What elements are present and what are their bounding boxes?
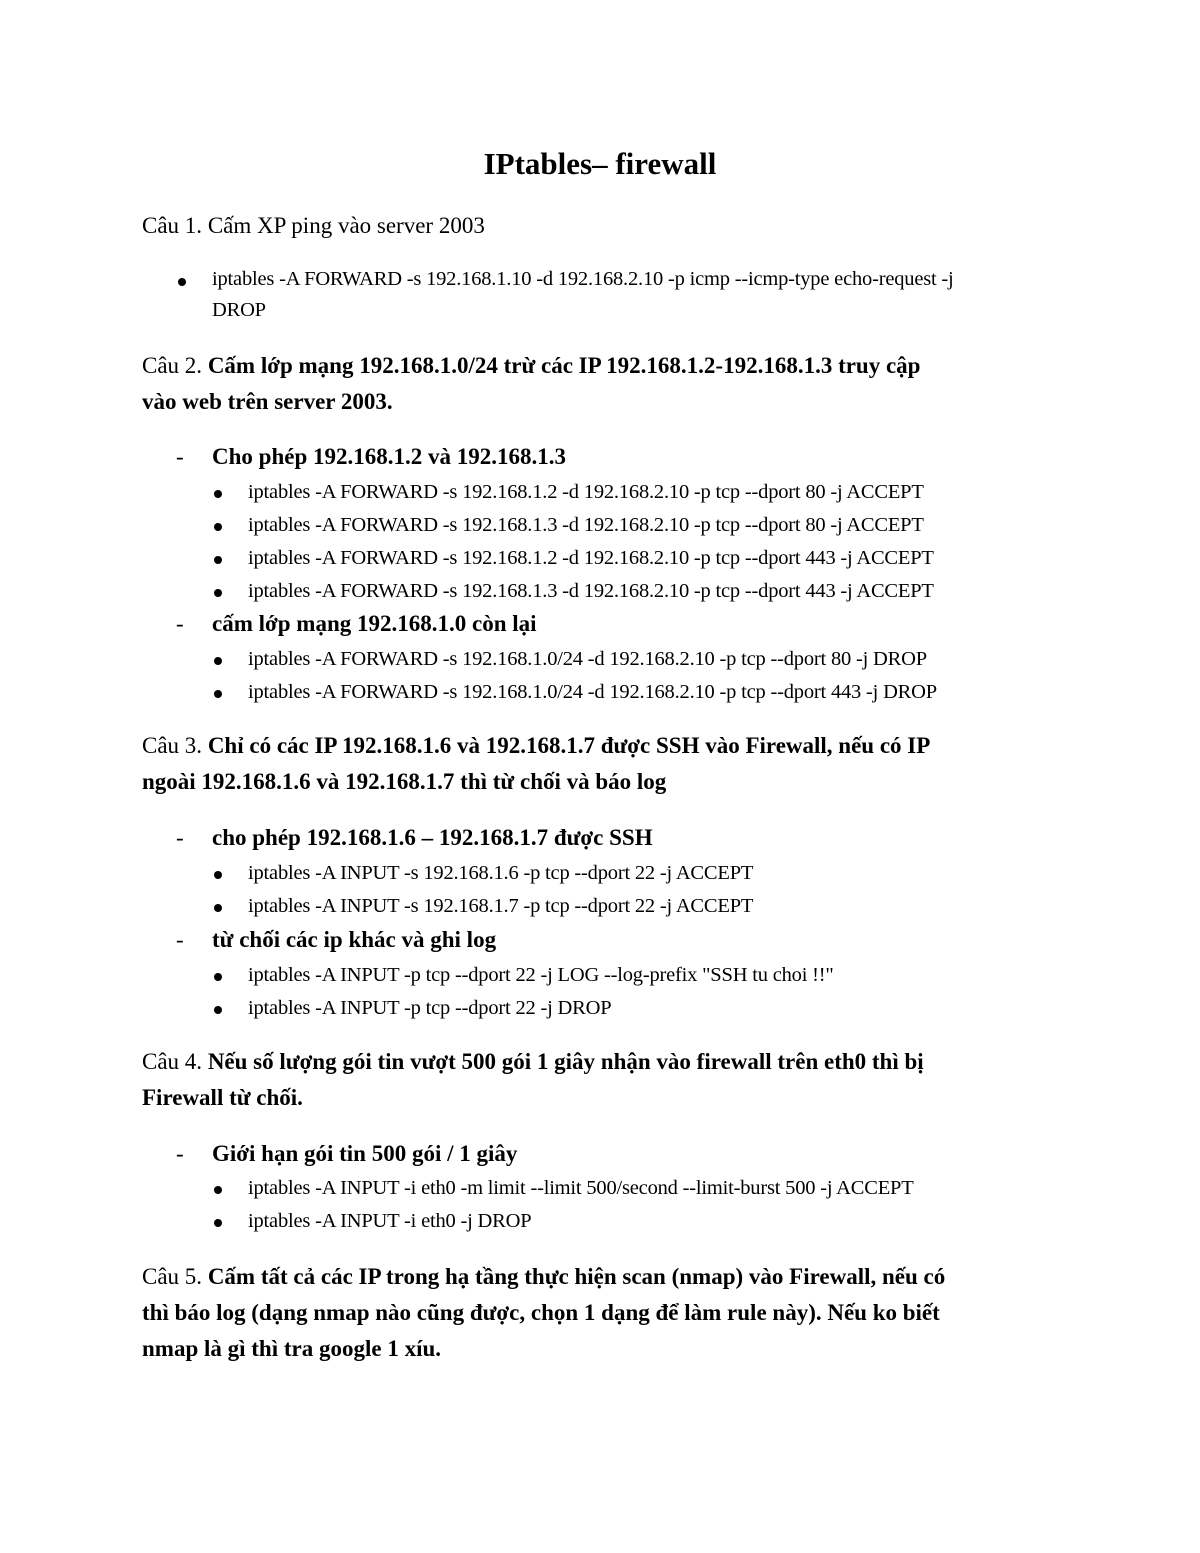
sub-item-label: cho phép 192.168.1.6 – 192.168.1.7 được SSH — [212, 825, 653, 850]
command-item — [248, 992, 611, 1025]
bullet-icon — [214, 643, 224, 676]
command-item — [248, 857, 753, 890]
command-text: iptables -A INPUT -i eth0 -m limit --limit 500/second --limit-burst 500 -j ACCEPT — [248, 1177, 914, 1199]
bullet-icon — [214, 509, 224, 542]
question-text-line-3: nmap là gì thì tra google 1 xíu. — [142, 1336, 442, 1361]
sub-item-limit — [176, 1137, 1076, 1170]
bullet-icon — [214, 890, 224, 923]
command-text: iptables -A FORWARD -s 192.168.1.3 -d 192.168.2.10 -p tcp --dport 80 -j ACCEPT — [248, 514, 924, 536]
command-item — [248, 959, 834, 992]
question-text: Cấm XP ping vào server 2003 — [207, 213, 485, 238]
bullet-icon — [214, 1172, 224, 1205]
dash-icon: - — [176, 444, 184, 469]
dash-icon: - — [176, 611, 184, 636]
question-number: Câu 2. — [142, 353, 203, 378]
sub-item-deny — [176, 923, 1076, 956]
command-item — [248, 643, 927, 676]
command-text: iptables -A FORWARD -s 192.168.1.0/24 -d 192.168.2.10 -p tcp --dport 80 -j DROP — [248, 648, 927, 670]
question-text-line-1: Cấm lớp mạng 192.168.1.0/24 trừ các IP 192.168.1.2-192.168.1.3 truy cập — [207, 353, 921, 378]
sub-item-label: từ chối các ip khác và ghi log — [212, 927, 497, 952]
question-text-line-1: Chỉ có các IP 192.168.1.6 và 192.168.1.7 được SSH vào Firewall, nếu có IP — [207, 733, 931, 758]
question-text-line-2: thì báo log (dạng nmap nào cũng được, chọn 1 dạng để làm rule này). Nếu ko biết — [142, 1300, 940, 1325]
bullet-icon — [214, 575, 224, 608]
bullet-icon — [214, 959, 224, 992]
sub-item-label: Giới hạn gói tin 500 gói / 1 giây — [212, 1141, 518, 1166]
bullet-icon — [214, 542, 224, 575]
command-item — [248, 676, 937, 709]
command-item — [248, 1205, 531, 1238]
question-5 — [142, 1259, 1072, 1367]
dash-icon: - — [176, 825, 184, 850]
command-text: iptables -A INPUT -s 192.168.1.6 -p tcp --dport 22 -j ACCEPT — [248, 862, 754, 884]
question-2 — [142, 348, 1072, 420]
question-3 — [142, 728, 1072, 800]
command-text: iptables -A INPUT -p tcp --dport 22 -j LOG --log-prefix "SSH tu choi !!" — [248, 964, 834, 986]
command-text: iptables -A FORWARD -s 192.168.1.10 -d 192.168.2.10 -p icmp --icmp-type echo-request -j DROP — [212, 268, 954, 321]
command-text: iptables -A FORWARD -s 192.168.1.2 -d 192.168.2.10 -p tcp --dport 80 -j ACCEPT — [248, 481, 924, 503]
question-number: Câu 5. — [142, 1264, 203, 1289]
command-item — [248, 542, 934, 575]
command-item — [248, 476, 924, 509]
bullet-icon — [178, 264, 188, 297]
command-text: iptables -A INPUT -i eth0 -j DROP — [248, 1210, 532, 1232]
question-number: Câu 1. — [142, 213, 203, 238]
command-item — [248, 1172, 914, 1205]
command-text: iptables -A FORWARD -s 192.168.1.2 -d 192.168.2.10 -p tcp --dport 443 -j ACCEPT — [248, 547, 934, 569]
bullet-icon — [214, 476, 224, 509]
question-text-line-2: vào web trên server 2003. — [142, 389, 393, 414]
command-item — [248, 509, 924, 542]
sub-item-label: cấm lớp mạng 192.168.1.0 còn lại — [212, 611, 537, 636]
dash-icon: - — [176, 927, 184, 952]
command-item — [248, 890, 753, 923]
question-text-line-2: Firewall từ chối. — [142, 1085, 303, 1110]
page-title: IPtables– firewall — [483, 146, 717, 181]
question-1 — [142, 208, 1072, 244]
command-text: iptables -A INPUT -s 192.168.1.7 -p tcp --dport 22 -j ACCEPT — [248, 895, 754, 917]
sub-item-deny — [176, 607, 1076, 640]
command-text: iptables -A FORWARD -s 192.168.1.0/24 -d 192.168.2.10 -p tcp --dport 443 -j DROP — [248, 681, 937, 703]
sub-item-allow — [176, 440, 1076, 473]
question-text-line-1: Nếu số lượng gói tin vượt 500 gói 1 giây nhận vào firewall trên eth0 thì bị — [207, 1049, 924, 1074]
command-item — [248, 575, 934, 608]
command-item — [212, 264, 1012, 326]
bullet-icon — [214, 857, 224, 890]
question-text-line-2: ngoài 192.168.1.6 và 192.168.1.7 thì từ chối và báo log — [142, 769, 667, 794]
command-text: iptables -A INPUT -p tcp --dport 22 -j DROP — [248, 997, 612, 1019]
bullet-icon — [214, 676, 224, 709]
command-text: iptables -A FORWARD -s 192.168.1.3 -d 192.168.2.10 -p tcp --dport 443 -j ACCEPT — [248, 580, 934, 602]
bullet-icon — [214, 1205, 224, 1238]
sub-item-allow — [176, 821, 1076, 854]
dash-icon: - — [176, 1141, 184, 1166]
sub-item-label: Cho phép 192.168.1.2 và 192.168.1.3 — [212, 444, 566, 469]
question-4 — [142, 1044, 1072, 1116]
question-number: Câu 3. — [142, 733, 203, 758]
question-text-line-1: Cấm tất cả các IP trong hạ tầng thực hiện scan (nmap) vào Firewall, nếu có — [207, 1264, 946, 1289]
bullet-icon — [214, 992, 224, 1025]
question-number: Câu 4. — [142, 1049, 203, 1074]
